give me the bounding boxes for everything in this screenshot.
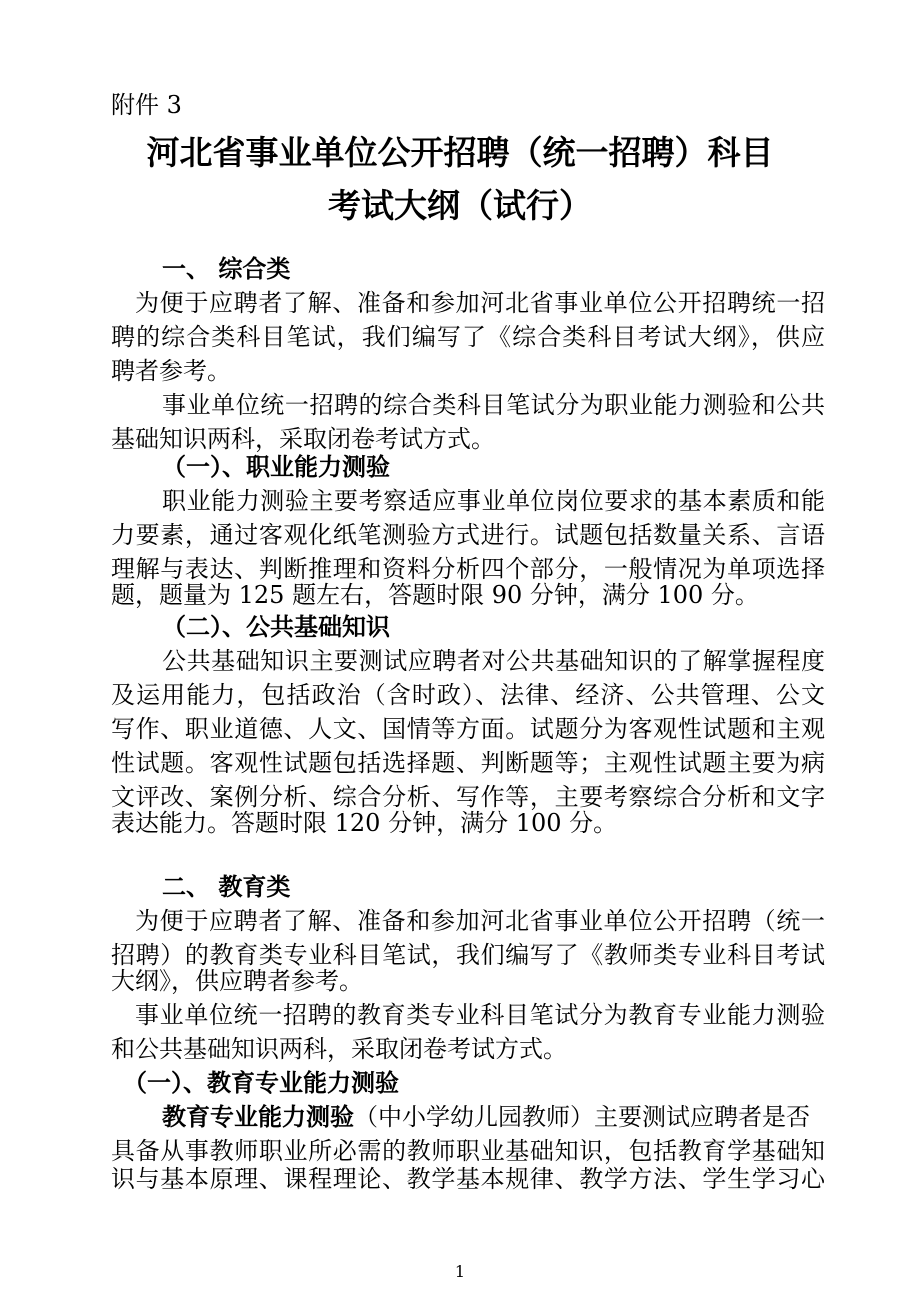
section2-desc-line: 事业单位统一招聘的教育类专业科目笔试分为教育专业能力测验 (135, 1001, 825, 1029)
section1-sub2-line: 写作、职业道德、人文、国情等方面。试题分为客观性试题和主观 (111, 715, 825, 743)
section2-sub1-line: 具备从事教师职业所必需的教师职业基础知识，包括教育学基础知 (111, 1137, 825, 1165)
section2-intro-line: 招聘）的教育类专业科目笔试，我们编写了《教师类专业科目考试 (111, 941, 825, 969)
section1-sub2-line: 表达能力。答题时限 120 分钟，满分 100 分。 (111, 809, 618, 837)
section2-sub1-heading: （一）、教育专业能力测验 (123, 1069, 399, 1097)
title-line-1: 河北省事业单位公开招聘（统一招聘）科目 (146, 133, 774, 172)
section1-sub2-line: 公共基础知识主要测试应聘者对公共基础知识的了解掌握程度 (162, 647, 825, 675)
section1-sub2-line: 及运用能力，包括政治（含时政）、法律、经济、公共管理、公文 (111, 681, 825, 709)
section2-intro-line: 大纲》，供应聘者参考。 (111, 967, 363, 995)
section1-intro-line: 为便于应聘者了解、准备和参加河北省事业单位公开招聘统一招 (135, 289, 825, 317)
section1-sub2-line: 性试题。客观性试题包括选择题、判断题等；主观性试题主要为病 (111, 749, 825, 777)
section1-sub1-line: 理解与表达、判断推理和资料分析四个部分，一般情况为单项选择 (111, 555, 825, 583)
section1-heading: 一、 综合类 (162, 255, 291, 283)
section1-sub1-heading: （一）、职业能力测验 (162, 453, 390, 481)
section1-desc-line: 基础知识两科，采取闭卷考试方式。 (111, 425, 495, 453)
section2-heading: 二、 教育类 (162, 873, 291, 901)
section2-desc-line: 和公共基础知识两科，采取闭卷考试方式。 (111, 1035, 567, 1063)
attachment-label: 附件 3 (111, 91, 182, 119)
title-line-2: 考试大纲（试行） (328, 186, 592, 225)
section1-desc-line: 事业单位统一招聘的综合类科目笔试分为职业能力测验和公共 (162, 391, 825, 419)
section1-sub1-line: 题，题量为 125 题左右，答题时限 90 分钟，满分 100 分。 (111, 581, 759, 609)
section1-sub2-line: 文评改、案例分析、综合分析、写作等，主要考察综合分析和文字 (111, 783, 825, 811)
section2-sub1-first-line (162, 1102, 810, 1132)
section1-sub1-line: 职业能力测验主要考察适应事业单位岗位要求的基本素质和能 (162, 487, 825, 515)
section2-sub1-lead-rest: （中小学幼儿园教师）主要测试应聘者是否 (354, 1103, 810, 1131)
section2-sub1-lead-bold: 教育专业能力测验 (162, 1103, 354, 1131)
section2-sub1-line: 识与基本原理、课程理论、教学基本规律、教学方法、学生学习心 (111, 1165, 825, 1193)
section1-intro-line: 聘的综合类科目笔试，我们编写了《综合类科目考试大纲》，供应 (111, 323, 825, 351)
section1-sub2-heading: （二）、公共基础知识 (162, 613, 390, 641)
section1-sub1-line: 力要素，通过客观化纸笔测验方式进行。试题包括数量关系、言语 (111, 521, 825, 549)
page-number: 1 (454, 1262, 466, 1281)
section1-intro-line: 聘者参考。 (111, 357, 231, 385)
section2-intro-line: 为便于应聘者了解、准备和参加河北省事业单位公开招聘（统一 (135, 907, 825, 935)
